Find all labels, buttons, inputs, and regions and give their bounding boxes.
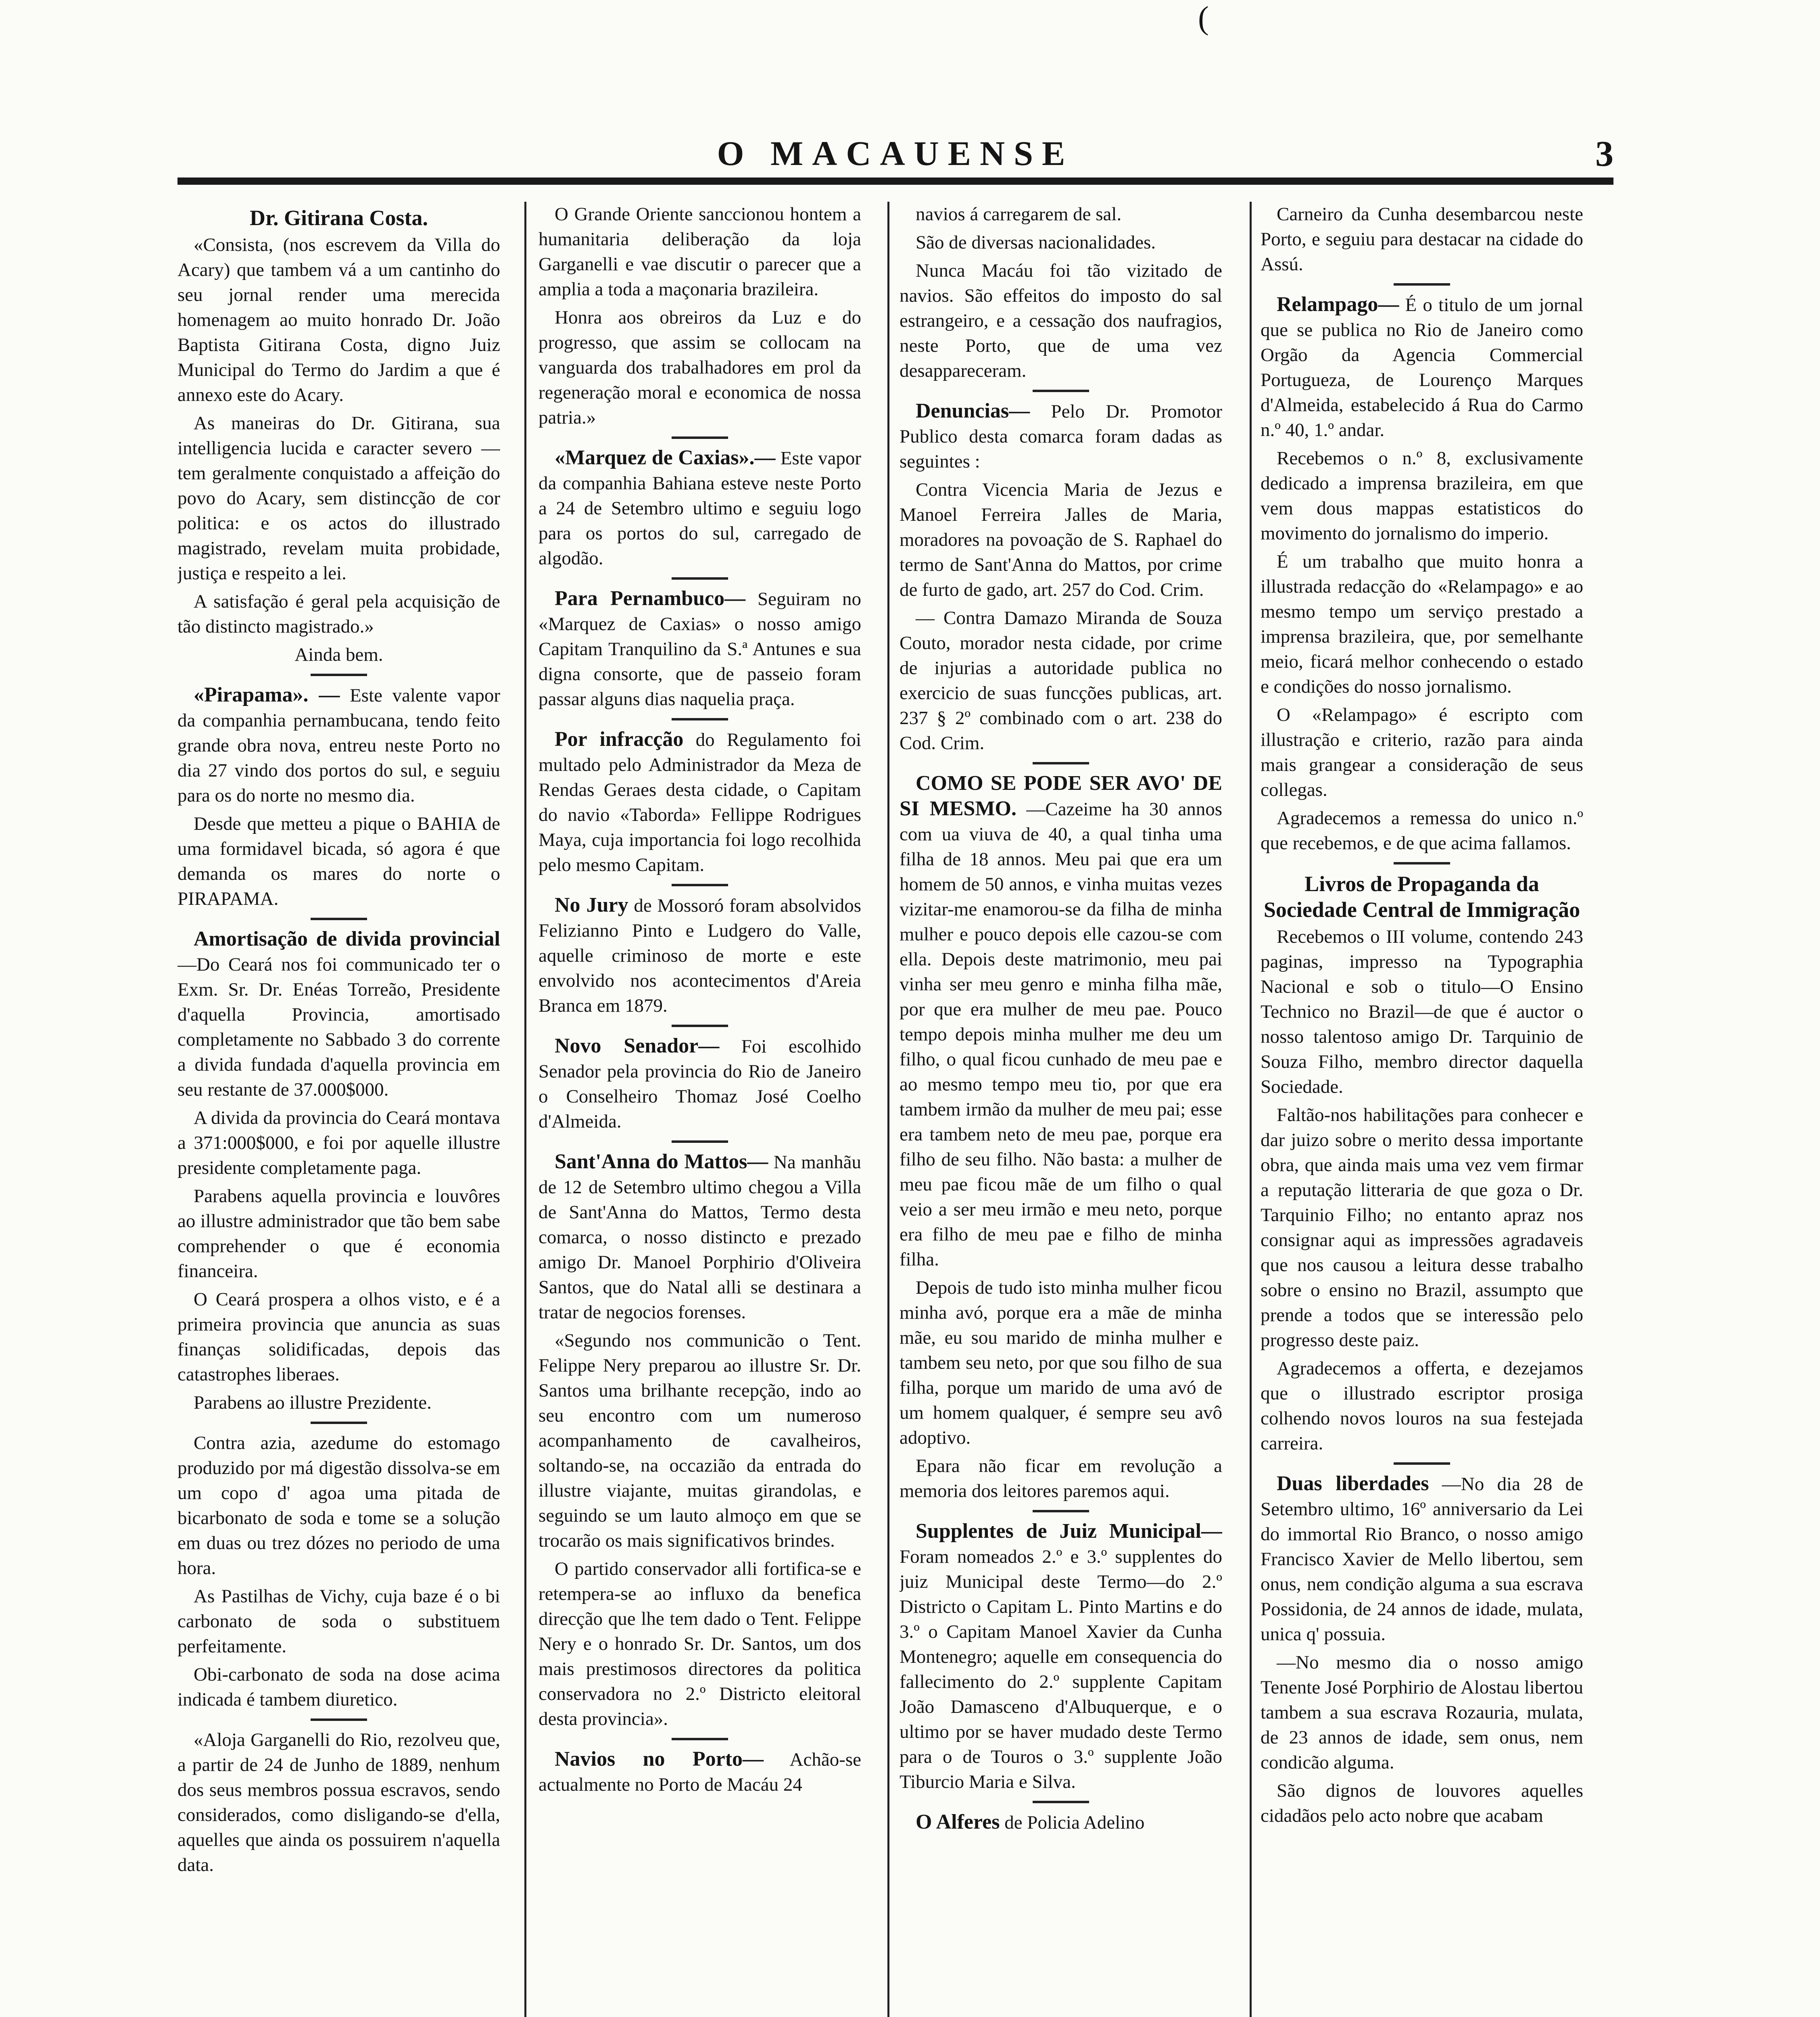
article-paragraph: «Segundo nos communicão o Tent. Felippe Nery preparou ao illustre Sr. Dr. Santos uma brilhante recepção, indo ao seu encontro com um numeroso acompanhamento de cavalheiros, soltando-se, na occazião da entrada do illustre viajante, muitas girandolas, e seguindo se um lauto almoço em que se trocarão os mais significativos brindes. bbox=[538, 1330, 861, 1551]
section-separator bbox=[672, 1025, 728, 1027]
article-paragraph: É um trabalho que muito honra a illustrada redacção do «Relampago» e ao mesmo tempo um serviço prestado a imprensa brazileira, que, por semelhante meio, ficará melhor conhecendo o estado e condições do nosso jornalismo. bbox=[1261, 551, 1583, 697]
article-lead-paragraph bbox=[900, 399, 1222, 474]
article-lead-paragraph bbox=[538, 586, 861, 712]
article-signoff: Ainda bem. bbox=[294, 644, 383, 665]
column-4 bbox=[1261, 202, 1583, 2017]
section-separator bbox=[311, 674, 367, 676]
article-headline: «Pirapama». — bbox=[194, 683, 340, 706]
section-separator bbox=[1033, 1801, 1089, 1803]
article-text: Foram nomeados 2.º e 3.º supplentes do juiz Municipal deste Termo—do 2.º Districto o Capitam L. Pinto Martins e do 3.º o Capitam Manoel Xavier da Cunha Montenegro; aquelle em consequencia do fallecimento do 2.º supplente Capitam João Damasceno d'Albuquerque, e o ultimo por se haver mudado deste Termo para o de Touros o 3.º supplente João Tiburcio Maria e Silva. bbox=[900, 1546, 1222, 1792]
article-paragraph: São de diversas nacionalidades. bbox=[916, 232, 1156, 253]
article-paragraph: Desde que metteu a pique o BAHIA de uma formidavel bicada, só agora é que demanda os mares do norte o PIRAPAMA. bbox=[177, 813, 500, 909]
article-paragraph: Parabens aquella provincia e louvôres ao illustre administrador que tão bem sabe comprehender o que é economia financeira. bbox=[177, 1186, 500, 1282]
article-headline: Navios no Porto— bbox=[555, 1748, 764, 1771]
article-headline: No Jury bbox=[555, 894, 628, 917]
article-lead-paragraph bbox=[538, 727, 861, 877]
column-1 bbox=[177, 202, 500, 2017]
article-heading: Dr. Gitirana Costa. bbox=[250, 206, 428, 230]
article-text: Na manhãu de 12 de Setembro ultimo chegou a Villa de Sant'Anna do Mattos, Termo desta comarca, o nosso distincto e prezado amigo Dr. Manoel Porphirio d'Oliveira Santos, que do Natal alli se destinara a tratar de negocios forenses. bbox=[538, 1152, 861, 1323]
article-headline: O Alferes bbox=[916, 1810, 1000, 1833]
article-paragraph: «Consista, (nos escrevem da Villa do Acary) que tambem vá a um cantinho do seu jornal render uma merecida homenagem ao muito honrado Dr. João Baptista Gitirana Costa, digno Juiz Municipal do Termo do Jardim a que é annexo este do Acary. bbox=[177, 234, 500, 405]
article-paragraph: Epara não ficar em revolução a memoria dos leitores paremos aqui. bbox=[900, 1455, 1222, 1501]
section-separator bbox=[1033, 762, 1089, 764]
article-paragraph: Parabens ao illustre Prezidente. bbox=[194, 1392, 432, 1413]
article-paragraph: Nunca Macáu foi tão vizitado de navios. São effeitos do imposto do sal estrangeiro, e a cessação dos naufragios, neste Porto, que de uma vez desappareceram. bbox=[900, 260, 1222, 381]
article-text: Achão-se actualmente no Porto de Macáu 24 bbox=[538, 1749, 861, 1795]
article-lead-paragraph bbox=[900, 1519, 1222, 1794]
article-text: É o titulo de um jornal que se publica no Rio de Janeiro como Orgão da Agencia Commercial Portugueza, de Lourenço Marques d'Almeida, estabelecido á Rua do Carmo n.º 40, 1.º andar. bbox=[1261, 294, 1583, 441]
article-text: Este valente vapor da companhia pernambucana, tendo feito grande obra nova, entreu neste Porto no dia 27 vindo dos portos do sul, e seguiu para os do norte no mesmo dia. bbox=[177, 685, 500, 806]
article-headline: Sant'Anna do Mattos— bbox=[555, 1150, 768, 1173]
article-lead-paragraph bbox=[900, 771, 1222, 1272]
article-text: —No dia 28 de Setembro ultimo, 16º anniversario da Lei do immortal Rio Branco, o nosso amigo Francisco Xavier de Mello libertou, sem onus, nem condição alguma a sua escrava Possidonia, de 24 annos de idade, mulata, unica q' possuia. bbox=[1261, 1474, 1583, 1645]
article-paragraph: — Contra Damazo Miranda de Souza Couto, morador nesta cidade, por crime de injurias a autoridade publica no exercicio de suas funcções publicas, art. 237 § 2º combinado com o art. 238 do Cod. Crim. bbox=[900, 608, 1222, 754]
article-paragraph: Faltão-nos habilitações para conhecer e dar juizo sobre o merito dessa importante obra, que ainda mais uma vez vem firmar a reputação litteraria de que goza o Dr. Tarquinio Filho; no entanto apraz nos consignar aqui as impressões agradaveis que nos causou a leitura desse trabalho sobre o ensino no Brazil, assumpto que prende a todos que se interessão pelo progresso deste paiz. bbox=[1261, 1105, 1583, 1351]
column-2 bbox=[538, 202, 861, 2017]
article-paragraph: Recebemos o n.º 8, exclusivamente dedicado a imprensa brazileira, em que vem dous mappas estatisticos do movimento do jornalismo do imperio. bbox=[1261, 448, 1583, 544]
article-paragraph: As Pastilhas de Vichy, cuja baze é o bi carbonato de soda o substituem perfeitamente. bbox=[177, 1586, 500, 1657]
article-paragraph: «Aloja Garganelli do Rio, rezolveu que, a partir de 24 de Junho de 1889, nenhum dos seus membros possua escravos, sendo considerados, como disligando-se d'ella, aquelles que ainda os possuirem n'aquella data. bbox=[177, 1729, 500, 1875]
article-paragraph: navios á carregarem de sal. bbox=[916, 204, 1122, 225]
article-headline: Novo Senador— bbox=[555, 1034, 720, 1057]
article-paragraph: Agradecemos a offerta, e dezejamos que o illustrado escriptor prosiga colhendo novos louros na sua festejada carreira. bbox=[1261, 1358, 1583, 1454]
article-lead-paragraph bbox=[900, 1810, 1222, 1835]
article-lead-paragraph bbox=[177, 927, 500, 1102]
article-text: de Mossoró foram absolvidos Felizianno Pinto e Ludgero do Valle, aquelle criminoso de morte e este envolvido nos acontecimentos d'Areia Branca em 1879. bbox=[538, 895, 861, 1016]
section-separator bbox=[672, 436, 728, 439]
article-text: —Cazeime ha 30 annos com ua viuva de 40, a qual tinha uma filha de 18 annos. Meu pai que era um homem de 50 annos, e vinha muitas vezes vizitar-me enamorou-se da filha de minha mulher e pouco depois elle cazou-se com ella. Depois deste matrimonio, meu pai vinha ser meu genro e minha filha mãe, por que era mulher de meu pae. Pouco tempo depois minha mulher me deu um filho, o qual ficou cunhado de meu pae e ao mesmo tempo meu tio, por que era tambem irmão da mulher de meu pai; esse era tambem neto de meu pae, porque era filho de seu filho. Não basta: a mulher de meu pae ficou mãe de um filho o qual veio a ser meu irmão e meu neto, porque era filho de meu pae e filho de minha filha. bbox=[900, 799, 1222, 1270]
section-separator bbox=[311, 918, 367, 920]
article-lead-paragraph bbox=[1261, 1471, 1583, 1647]
article-headline: Denuncias— bbox=[916, 399, 1030, 422]
article-headline: «Marquez de Caxias».— bbox=[555, 446, 776, 469]
article-paragraph: As maneiras do Dr. Gitirana, sua intelligencia lucida e caracter severo —tem geralmente conquistado a affeição do povo do Acary, sem distincção de cor politica: e os actos do illustrado magistrado, revelam muita probidade, justiça e respeito a lei. bbox=[177, 413, 500, 584]
column-divider bbox=[887, 202, 889, 2017]
section-separator bbox=[672, 1140, 728, 1143]
article-paragraph: A satisfação é geral pela acquisição de tão distincto magistrado.» bbox=[177, 591, 500, 637]
section-separator bbox=[672, 718, 728, 720]
article-lead-paragraph bbox=[538, 1034, 861, 1134]
article-headline: Por infracção bbox=[555, 728, 684, 751]
section-separator bbox=[672, 1738, 728, 1740]
article-paragraph: São dignos de louvores aquelles cidadãos pelo acto nobre que acabam bbox=[1261, 1780, 1583, 1826]
article-headline: COMO SE PODE SER AVO' DE SI MESMO. bbox=[900, 772, 1222, 820]
article-paragraph: Contra Vicencia Maria de Jezus e Manoel Ferreira Jalles de Maria, moradores na povoação de S. Raphael do termo de Sant'Anna do Mattos, por crime de furto de gado, art. 257 do Cod. Crim. bbox=[900, 479, 1222, 600]
article-paragraph: O Grande Oriente sanccionou hontem a humanitaria deliberação da loja Garganelli e vae discutir o parecer que a amplia a toda a maçonaria brazileira. bbox=[538, 204, 861, 300]
article-paragraph: Recebemos o III volume, contendo 243 paginas, impresso na Typographia Nacional e sob o titulo—O Ensino Technico no Brazil—de que é auctor o nosso talentoso amigo Dr. Tarquinio de Souza Filho, membro director daquella Sociedade. bbox=[1261, 926, 1583, 1097]
article-lead-paragraph bbox=[538, 445, 861, 571]
section-separator bbox=[1033, 1510, 1089, 1512]
section-separator bbox=[1033, 390, 1089, 392]
section-separator bbox=[311, 1422, 367, 1424]
article-text: Este vapor da companhia Bahiana esteve neste Porto a 24 de Setembro ultimo e seguiu logo para os portos do sul, carregado de algodão. bbox=[538, 448, 861, 569]
article-headline: Duas liberdades bbox=[1277, 1472, 1429, 1495]
article-paragraph: O Ceará prospera a olhos visto, e é a primeira provincia que anuncia as suas finanças solidificadas, depois das catastrophes liberaes. bbox=[177, 1289, 500, 1385]
article-lead-paragraph bbox=[177, 683, 500, 808]
section-separator bbox=[1394, 1462, 1450, 1465]
page-number: 3 bbox=[1595, 134, 1613, 174]
article-headline: Amortisação de divida provincial bbox=[194, 927, 500, 950]
article-text: do Regulamento foi multado pelo Administrador da Meza de Rendas Geraes desta cidade, o Capitam do navio «Taborda» Fellippe Rodrigues Maya, cuja importancia foi logo recolhida pelo mesmo Capitam. bbox=[538, 729, 861, 875]
column-3 bbox=[900, 202, 1222, 2017]
article-heading: Livros de Propaganda da Sociedade Central de Immigração bbox=[1263, 872, 1580, 922]
article-paragraph: Honra aos obreiros da Luz e do progresso, que assim se collocam na vanguarda dos trabalhadores em prol da regeneração moral e economica de nossa patria.» bbox=[538, 307, 861, 428]
article-paragraph: O partido conservador alli fortifica-se e retempera-se ao influxo da benefica direcção que lhe tem dado o Tent. Felippe Nery e o honrado Sr. Dr. Santos, um dos mais prestimosos directores da politica conservadora no 2.º Districto eleitoral desta provincia». bbox=[538, 1558, 861, 1729]
article-headline: Supplentes de Juiz Municipal— bbox=[916, 1520, 1222, 1543]
article-headline: Relampago— bbox=[1277, 293, 1399, 316]
article-lead-paragraph bbox=[538, 1747, 861, 1797]
header-rule bbox=[177, 177, 1613, 185]
article-text: Foi escolhido Senador pela provincia do Rio de Janeiro o Conselheiro Thomaz José Coelho d'Almeida. bbox=[538, 1036, 861, 1132]
article-text: —Do Ceará nos foi communicado ter o Exm. Sr. Dr. Enéas Torreão, Presidente d'aquella Provincia, amortisado completamente no Sabbado 3 do corrente a divida fundada d'aquella provincia em seu restante de 37.000$000. bbox=[177, 954, 500, 1100]
article-paragraph: Contra azia, azedume do estomago produzido por má digestão dissolva-se em um copo d' agoa uma pitada de bicarbonato de soda e tome se a solução em duas ou trez dózes no periodo de uma hora. bbox=[177, 1432, 500, 1579]
article-headline: Para Pernambuco— bbox=[555, 587, 746, 610]
column-divider bbox=[1250, 202, 1252, 2017]
article-paragraph: O «Relampago» é escripto com illustração e criterio, razão para ainda mais grangear a consideração de seus collegas. bbox=[1261, 704, 1583, 800]
article-paragraph: Carneiro da Cunha desembarcou neste Porto, e seguiu para destacar na cidade do Assú. bbox=[1261, 204, 1583, 275]
section-separator bbox=[311, 1718, 367, 1721]
section-separator bbox=[672, 577, 728, 580]
section-separator bbox=[1394, 862, 1450, 864]
article-paragraph: Agradecemos a remessa do unico n.º que recebemos, e de que acima fallamos. bbox=[1261, 808, 1583, 854]
section-separator bbox=[672, 884, 728, 886]
article-paragraph: Obi-carbonato de soda na dose acima indicada é tambem diuretico. bbox=[177, 1664, 500, 1710]
masthead bbox=[169, 133, 1622, 177]
newspaper-title: O MACAUENSE bbox=[717, 134, 1074, 173]
article-text: de Policia Adelino bbox=[1004, 1812, 1145, 1833]
article-paragraph: —No mesmo dia o nosso amigo Tenente José Porphirio de Alostau libertou tambem a sua escrava Rozauria, mulata, de 23 annos de idade, sem onus, nem condicão alguma. bbox=[1261, 1652, 1583, 1773]
article-paragraph: Depois de tudo isto minha mulher ficou minha avó, porque era a mãe de minha mãe, eu sou marido de minha mulher e tambem seu neto, por que sou filho de sua filha, porque um marido de uma avó de um homem qualquer, é sempre seu avô adoptivo. bbox=[900, 1277, 1222, 1448]
article-text: Pelo Dr. Promotor Publico desta comarca foram dadas as seguintes : bbox=[900, 401, 1222, 472]
article-paragraph: A divida da provincia do Ceará montava a 371:000$000, e foi por aquelle illustre presidente completamente paga. bbox=[177, 1107, 500, 1178]
section-separator bbox=[1394, 283, 1450, 286]
article-lead-paragraph bbox=[1261, 292, 1583, 443]
article-text: Seguiram no «Marquez de Caxias» o nosso amigo Capitam Tranquilino da S.ª Antunes e sua digna consorte, que de passeio foram passar alguns dias naquelia praça. bbox=[538, 589, 861, 710]
article-lead-paragraph bbox=[538, 893, 861, 1018]
article-lead-paragraph bbox=[538, 1149, 861, 1325]
column-divider bbox=[524, 202, 526, 2017]
edge-mark: ( bbox=[1198, 0, 1209, 36]
